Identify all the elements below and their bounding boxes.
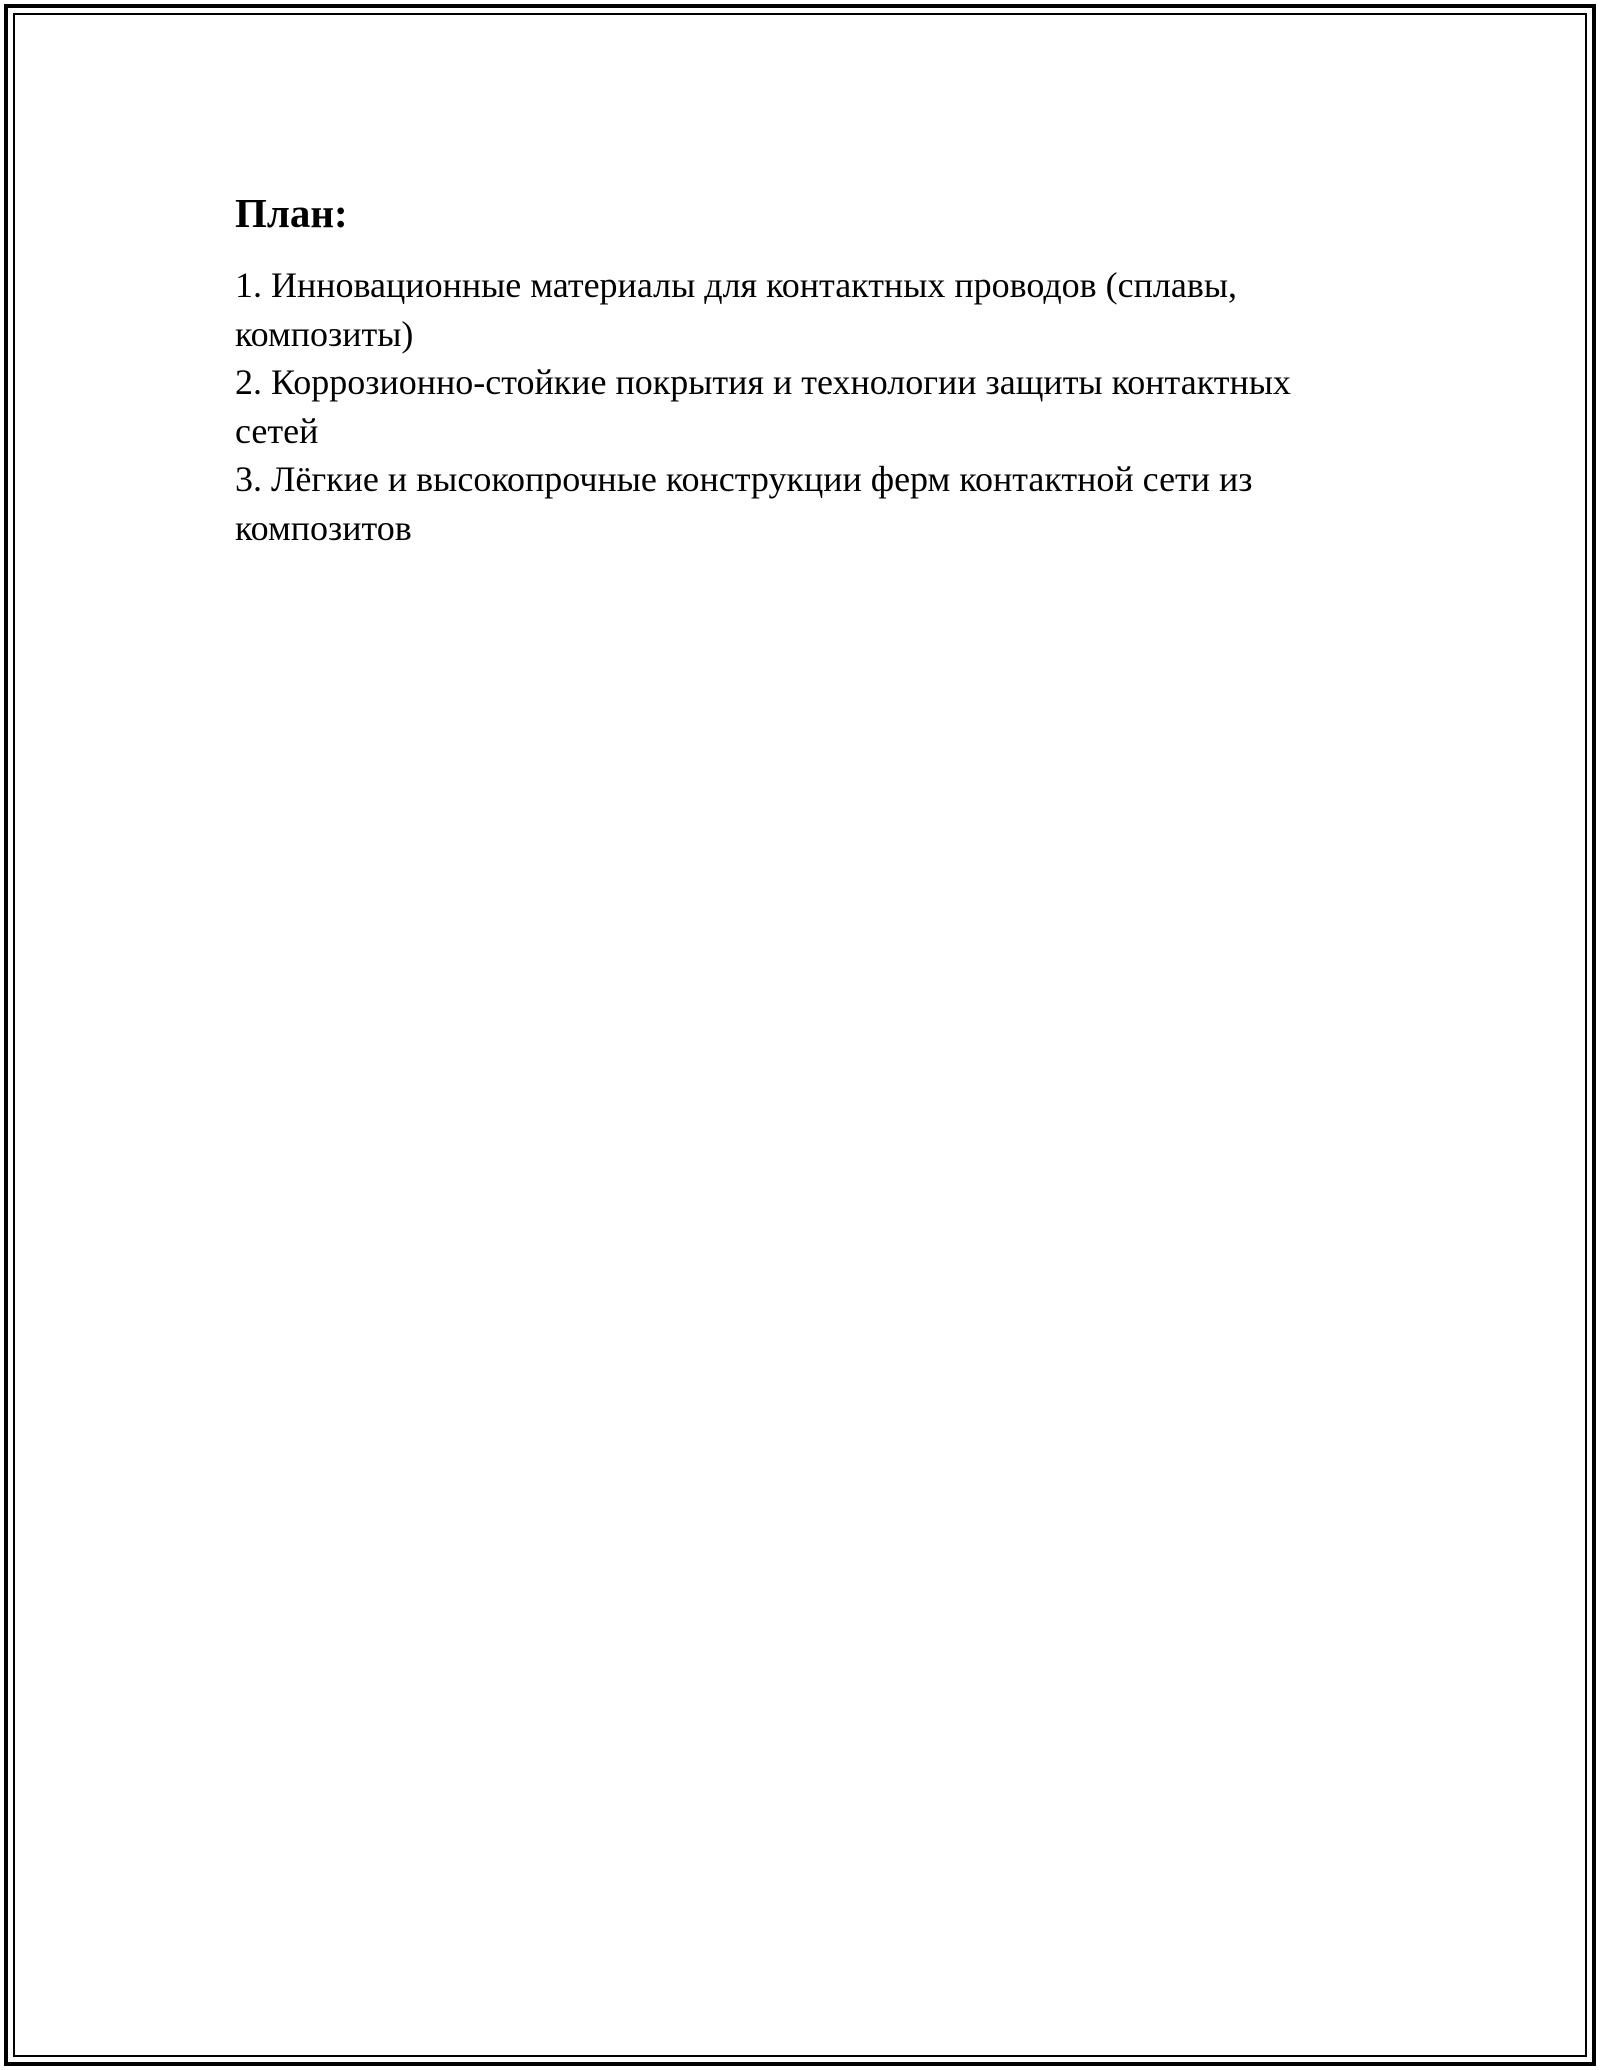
page-content bbox=[235, 185, 1365, 552]
plan-item-2: 2. Коррозионно-стойкие покрытия и технологии защиты контактных сетей bbox=[235, 362, 1291, 451]
plan-list bbox=[235, 261, 1365, 552]
plan-item-3: 3. Лёгкие и высокопрочные конструкции ферм контактной сети из композитов bbox=[235, 459, 1253, 548]
plan-heading: План: bbox=[235, 190, 348, 236]
plan-item-1: 1. Инновационные материалы для контактных проводов (сплавы, композиты) bbox=[235, 265, 1238, 354]
